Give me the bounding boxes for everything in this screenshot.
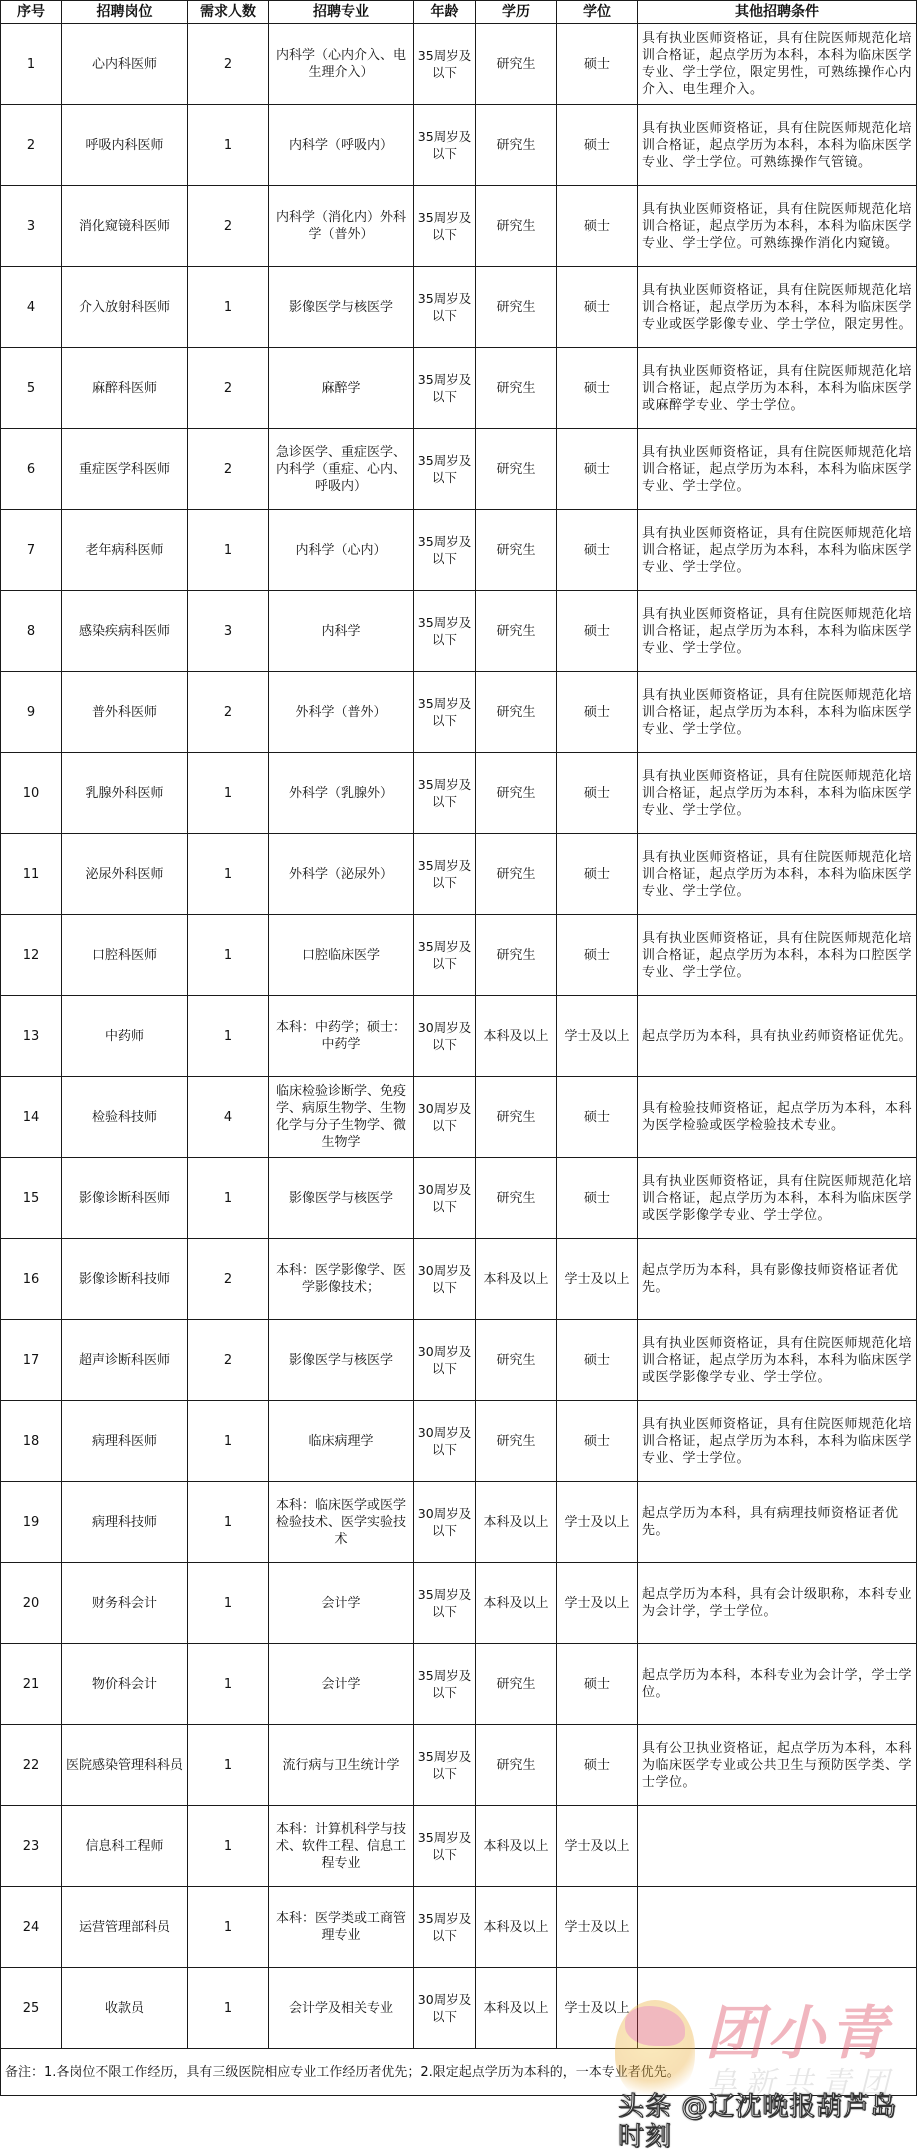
cell-degree: 硕士	[557, 1401, 638, 1482]
table-row	[1, 996, 917, 1077]
cell-major: 内科学	[269, 591, 414, 672]
cell-count: 1	[188, 1644, 269, 1725]
cell-position: 影像诊断科技师	[62, 1239, 188, 1320]
cell-degree: 硕士	[557, 672, 638, 753]
cell-no: 9	[1, 672, 62, 753]
cell-position: 医院感染管理科科员	[62, 1725, 188, 1806]
table-row	[1, 1320, 917, 1401]
table-row	[1, 186, 917, 267]
cell-age: 30周岁及以下	[414, 996, 476, 1077]
cell-count: 1	[188, 1158, 269, 1239]
cell-count: 1	[188, 834, 269, 915]
cell-education: 研究生	[476, 753, 557, 834]
cell-position: 运营管理部科员	[62, 1887, 188, 1968]
cell-count: 2	[188, 186, 269, 267]
cell-education: 本科及以上	[476, 1806, 557, 1887]
cell-degree: 硕士	[557, 1077, 638, 1158]
cell-major: 临床病理学	[269, 1401, 414, 1482]
cell-degree: 硕士	[557, 834, 638, 915]
cell-education: 本科及以上	[476, 1482, 557, 1563]
cell-major: 口腔临床医学	[269, 915, 414, 996]
cell-no: 12	[1, 915, 62, 996]
cell-degree: 硕士	[557, 510, 638, 591]
cell-conditions	[638, 1968, 917, 2049]
cell-degree: 学士及以上	[557, 996, 638, 1077]
cell-position: 老年病科医师	[62, 510, 188, 591]
cell-degree: 硕士	[557, 24, 638, 105]
cell-position: 介入放射科医师	[62, 267, 188, 348]
cell-age: 30周岁及以下	[414, 1077, 476, 1158]
cell-education: 研究生	[476, 510, 557, 591]
cell-count: 1	[188, 267, 269, 348]
cell-age: 35周岁及以下	[414, 1563, 476, 1644]
watermark-subtitle: 阜新共青团	[707, 2066, 897, 2101]
cell-no: 23	[1, 1806, 62, 1887]
note-row	[1, 2049, 917, 2096]
cell-position: 重症医学科医师	[62, 429, 188, 510]
cell-major: 本科：计算机科学与技术、软件工程、信息工程专业	[269, 1806, 414, 1887]
cell-conditions: 具有执业医师资格证，具有住院医师规范化培训合格证，起点学历为本科，本科为临床医学专业、学士学位，限定男性，可熟练操作心内介入、电生理介入。	[638, 24, 917, 105]
cell-no: 18	[1, 1401, 62, 1482]
cell-no: 8	[1, 591, 62, 672]
cell-position: 心内科医师	[62, 24, 188, 105]
cell-no: 22	[1, 1725, 62, 1806]
footnote: 备注：1.各岗位不限工作经历，具有三级医院相应专业工作经历者优先；2.限定起点学历为本科的，一本专业者优先。	[1, 2049, 917, 2096]
cell-position: 收款员	[62, 1968, 188, 2049]
table-row	[1, 591, 917, 672]
cell-count: 2	[188, 1239, 269, 1320]
cell-age: 35周岁及以下	[414, 348, 476, 429]
table-row	[1, 1239, 917, 1320]
table-row	[1, 24, 917, 105]
cell-position: 物价科会计	[62, 1644, 188, 1725]
table-row	[1, 429, 917, 510]
cell-major: 会计学	[269, 1563, 414, 1644]
cell-position: 病理科技师	[62, 1482, 188, 1563]
cell-age: 35周岁及以下	[414, 24, 476, 105]
cell-count: 1	[188, 1482, 269, 1563]
cell-count: 2	[188, 348, 269, 429]
cell-conditions: 具有执业医师资格证，具有住院医师规范化培训合格证，起点学历为本科，本科为临床医学专业、学士学位。	[638, 1401, 917, 1482]
cell-position: 财务科会计	[62, 1563, 188, 1644]
cell-conditions: 具有执业医师资格证，具有住院医师规范化培训合格证，起点学历为本科，本科为临床医学或医学影像学专业、学士学位。	[638, 1158, 917, 1239]
cell-count: 1	[188, 510, 269, 591]
cell-position: 消化窥镜科医师	[62, 186, 188, 267]
cell-position: 口腔科医师	[62, 915, 188, 996]
cell-degree: 硕士	[557, 1320, 638, 1401]
cell-education: 研究生	[476, 915, 557, 996]
cell-major: 会计学	[269, 1644, 414, 1725]
cell-position: 影像诊断科医师	[62, 1158, 188, 1239]
cell-major: 内科学（心内）	[269, 510, 414, 591]
cell-major: 本科：临床医学或医学检验技术、医学实验技术	[269, 1482, 414, 1563]
cell-conditions: 具有执业医师资格证，具有住院医师规范化培训合格证，起点学历为本科，本科为临床医学专业、学士学位。	[638, 429, 917, 510]
cell-conditions: 具有执业医师资格证，具有住院医师规范化培训合格证，起点学历为本科，本科为临床医学或麻醉学专业、学士学位。	[638, 348, 917, 429]
header-conditions: 其他招聘条件	[638, 1, 917, 24]
header-position: 招聘岗位	[62, 1, 188, 24]
cell-count: 1	[188, 1968, 269, 2049]
table-row	[1, 1887, 917, 1968]
cell-education: 本科及以上	[476, 1563, 557, 1644]
cell-no: 3	[1, 186, 62, 267]
cell-no: 11	[1, 834, 62, 915]
cell-major: 内科学（消化内）外科学（普外）	[269, 186, 414, 267]
cell-age: 30周岁及以下	[414, 1239, 476, 1320]
cell-education: 研究生	[476, 1158, 557, 1239]
cell-no: 5	[1, 348, 62, 429]
header-age: 年龄	[414, 1, 476, 24]
cell-no: 16	[1, 1239, 62, 1320]
cell-major: 会计学及相关专业	[269, 1968, 414, 2049]
header-no: 序号	[1, 1, 62, 24]
cell-major: 流行病与卫生统计学	[269, 1725, 414, 1806]
cell-major: 内科学（心内介入、电生理介入）	[269, 24, 414, 105]
cell-education: 研究生	[476, 834, 557, 915]
table-row	[1, 1725, 917, 1806]
cell-age: 35周岁及以下	[414, 1887, 476, 1968]
cell-age: 35周岁及以下	[414, 753, 476, 834]
cell-degree: 硕士	[557, 267, 638, 348]
cell-major: 麻醉学	[269, 348, 414, 429]
cell-count: 2	[188, 429, 269, 510]
cell-conditions: 具有执业医师资格证，具有住院医师规范化培训合格证，起点学历为本科，本科为临床医学专业或医学影像专业、学士学位，限定男性。	[638, 267, 917, 348]
cell-count: 2	[188, 24, 269, 105]
cell-position: 超声诊断科医师	[62, 1320, 188, 1401]
table-header-row	[1, 1, 917, 24]
cell-major: 内科学（呼吸内）	[269, 105, 414, 186]
cell-major: 临床检验诊断学、免疫学、病原生物学、生物化学与分子生物学、微生物学	[269, 1077, 414, 1158]
cell-no: 25	[1, 1968, 62, 2049]
cell-degree: 硕士	[557, 186, 638, 267]
cell-age: 35周岁及以下	[414, 591, 476, 672]
cell-count: 1	[188, 1401, 269, 1482]
cell-age: 35周岁及以下	[414, 672, 476, 753]
cell-conditions: 起点学历为本科，具有执业药师资格证优先。	[638, 996, 917, 1077]
cell-age: 35周岁及以下	[414, 834, 476, 915]
table-row	[1, 1077, 917, 1158]
cell-age: 30周岁及以下	[414, 1320, 476, 1401]
cell-count: 1	[188, 1563, 269, 1644]
cell-major: 外科学（乳腺外）	[269, 753, 414, 834]
cell-no: 7	[1, 510, 62, 591]
cell-conditions: 具有执业医师资格证，具有住院医师规范化培训合格证，起点学历为本科，本科为口腔医学专业、学士学位。	[638, 915, 917, 996]
cell-age: 30周岁及以下	[414, 1401, 476, 1482]
table-row	[1, 1401, 917, 1482]
cell-degree: 硕士	[557, 915, 638, 996]
table-row	[1, 348, 917, 429]
cell-age: 30周岁及以下	[414, 1158, 476, 1239]
cell-major: 急诊医学、重症医学、内科学（重症、心内、呼吸内）	[269, 429, 414, 510]
cell-no: 1	[1, 24, 62, 105]
cell-education: 本科及以上	[476, 1968, 557, 2049]
cell-count: 1	[188, 105, 269, 186]
cell-position: 中药师	[62, 996, 188, 1077]
cell-count: 3	[188, 591, 269, 672]
cell-no: 20	[1, 1563, 62, 1644]
cell-degree: 硕士	[557, 429, 638, 510]
cell-count: 1	[188, 915, 269, 996]
table-row	[1, 1158, 917, 1239]
cell-position: 感染疾病科医师	[62, 591, 188, 672]
cell-count: 4	[188, 1077, 269, 1158]
cell-education: 研究生	[476, 1320, 557, 1401]
header-degree: 学位	[557, 1, 638, 24]
cell-no: 21	[1, 1644, 62, 1725]
header-education: 学历	[476, 1, 557, 24]
source-attribution: 头条 @辽沈晚报葫芦岛时刻	[618, 2092, 898, 2152]
cell-conditions: 具有执业医师资格证，具有住院医师规范化培训合格证，起点学历为本科，本科为临床医学专业、学士学位。	[638, 672, 917, 753]
cell-age: 35周岁及以下	[414, 105, 476, 186]
cell-degree: 学士及以上	[557, 1563, 638, 1644]
cell-no: 4	[1, 267, 62, 348]
cell-conditions: 具有公卫执业资格证，起点学历为本科，本科为临床医学专业或公共卫生与预防医学类、学士学位。	[638, 1725, 917, 1806]
cell-count: 1	[188, 996, 269, 1077]
table-row	[1, 267, 917, 348]
watermark-title: 团小青	[705, 1999, 892, 2067]
cell-no: 19	[1, 1482, 62, 1563]
cell-major: 本科：中药学；硕士：中药学	[269, 996, 414, 1077]
cell-conditions: 起点学历为本科，具有病理技师资格证者优先。	[638, 1482, 917, 1563]
cell-conditions: 具有执业医师资格证，具有住院医师规范化培训合格证，起点学历为本科，本科为临床医学或医学影像学专业、学士学位。	[638, 1320, 917, 1401]
table-row	[1, 510, 917, 591]
header-count: 需求人数	[188, 1, 269, 24]
cell-education: 研究生	[476, 672, 557, 753]
cell-position: 麻醉科医师	[62, 348, 188, 429]
cell-education: 研究生	[476, 348, 557, 429]
cell-count: 2	[188, 672, 269, 753]
table-row	[1, 1644, 917, 1725]
cell-education: 研究生	[476, 429, 557, 510]
cell-education: 研究生	[476, 591, 557, 672]
cell-degree: 学士及以上	[557, 1239, 638, 1320]
cell-age: 35周岁及以下	[414, 1806, 476, 1887]
cell-degree: 硕士	[557, 1158, 638, 1239]
cell-position: 检验科技师	[62, 1077, 188, 1158]
cell-major: 外科学（普外）	[269, 672, 414, 753]
cell-degree: 学士及以上	[557, 1482, 638, 1563]
cell-no: 17	[1, 1320, 62, 1401]
cell-no: 24	[1, 1887, 62, 1968]
cell-count: 1	[188, 753, 269, 834]
cell-age: 35周岁及以下	[414, 915, 476, 996]
cell-conditions: 具有执业医师资格证，具有住院医师规范化培训合格证，起点学历为本科，本科为临床医学专业、学士学位。	[638, 510, 917, 591]
cell-education: 研究生	[476, 1401, 557, 1482]
cell-degree: 硕士	[557, 105, 638, 186]
table-row	[1, 1482, 917, 1563]
cell-age: 35周岁及以下	[414, 429, 476, 510]
table-row	[1, 753, 917, 834]
table-row	[1, 1563, 917, 1644]
cell-no: 14	[1, 1077, 62, 1158]
cell-major: 影像医学与核医学	[269, 1320, 414, 1401]
cell-degree: 学士及以上	[557, 1968, 638, 2049]
cell-no: 13	[1, 996, 62, 1077]
cell-conditions: 具有执业医师资格证，具有住院医师规范化培训合格证，起点学历为本科，本科为临床医学专业、学士学位。	[638, 753, 917, 834]
cell-major: 本科：医学影像学、医学影像技术；	[269, 1239, 414, 1320]
cell-age: 35周岁及以下	[414, 1725, 476, 1806]
cell-position: 普外科医师	[62, 672, 188, 753]
cell-age: 35周岁及以下	[414, 1644, 476, 1725]
cell-age: 30周岁及以下	[414, 1482, 476, 1563]
cell-conditions: 具有执业医师资格证，具有住院医师规范化培训合格证，起点学历为本科，本科为临床医学专业、学士学位。可熟练操作消化内窥镜。	[638, 186, 917, 267]
cell-conditions: 具有执业医师资格证，具有住院医师规范化培训合格证，起点学历为本科，本科为临床医学专业、学士学位。	[638, 834, 917, 915]
cell-conditions: 起点学历为本科，具有影像技师资格证者优先。	[638, 1239, 917, 1320]
cell-age: 35周岁及以下	[414, 267, 476, 348]
cell-age: 35周岁及以下	[414, 186, 476, 267]
cell-age: 35周岁及以下	[414, 510, 476, 591]
table-row	[1, 915, 917, 996]
cell-position: 泌尿外科医师	[62, 834, 188, 915]
table-row	[1, 1968, 917, 2049]
cell-position: 乳腺外科医师	[62, 753, 188, 834]
cell-education: 研究生	[476, 267, 557, 348]
cell-count: 2	[188, 1320, 269, 1401]
cell-no: 6	[1, 429, 62, 510]
cell-degree: 学士及以上	[557, 1887, 638, 1968]
cell-degree: 硕士	[557, 348, 638, 429]
cell-count: 1	[188, 1806, 269, 1887]
cell-conditions: 具有检验技师资格证，起点学历为本科，本科为医学检验或医学检验技术专业。	[638, 1077, 917, 1158]
cell-education: 研究生	[476, 1077, 557, 1158]
cell-education: 本科及以上	[476, 1239, 557, 1320]
cell-count: 1	[188, 1725, 269, 1806]
cell-age: 30周岁及以下	[414, 1968, 476, 2049]
cell-education: 研究生	[476, 186, 557, 267]
cell-education: 研究生	[476, 1644, 557, 1725]
cell-position: 病理科医师	[62, 1401, 188, 1482]
cell-conditions	[638, 1887, 917, 1968]
table-row	[1, 672, 917, 753]
cell-degree: 硕士	[557, 1644, 638, 1725]
cell-major: 外科学（泌尿外）	[269, 834, 414, 915]
cell-education: 研究生	[476, 1725, 557, 1806]
cell-conditions	[638, 1806, 917, 1887]
cell-no: 15	[1, 1158, 62, 1239]
cell-position: 信息科工程师	[62, 1806, 188, 1887]
cell-degree: 硕士	[557, 1725, 638, 1806]
table-row	[1, 1806, 917, 1887]
cell-major: 本科：医学类或工商管理专业	[269, 1887, 414, 1968]
cell-degree: 学士及以上	[557, 1806, 638, 1887]
cell-position: 呼吸内科医师	[62, 105, 188, 186]
cell-conditions: 起点学历为本科，本科专业为会计学，学士学位。	[638, 1644, 917, 1725]
cell-count: 1	[188, 1887, 269, 1968]
table-row	[1, 834, 917, 915]
cell-degree: 硕士	[557, 591, 638, 672]
cell-education: 研究生	[476, 24, 557, 105]
cell-degree: 硕士	[557, 753, 638, 834]
cell-major: 影像医学与核医学	[269, 1158, 414, 1239]
header-major: 招聘专业	[269, 1, 414, 24]
cell-conditions: 具有执业医师资格证，具有住院医师规范化培训合格证，起点学历为本科，本科为临床医学专业、学士学位。	[638, 591, 917, 672]
cell-no: 2	[1, 105, 62, 186]
cell-conditions: 具有执业医师资格证，具有住院医师规范化培训合格证，起点学历为本科，本科为临床医学专业、学士学位。可熟练操作气管镜。	[638, 105, 917, 186]
table-row	[1, 105, 917, 186]
cell-education: 本科及以上	[476, 996, 557, 1077]
cell-major: 影像医学与核医学	[269, 267, 414, 348]
cell-education: 本科及以上	[476, 1887, 557, 1968]
cell-conditions: 起点学历为本科，具有会计级职称，本科专业为会计学，学士学位。	[638, 1563, 917, 1644]
cell-no: 10	[1, 753, 62, 834]
cell-education: 研究生	[476, 105, 557, 186]
